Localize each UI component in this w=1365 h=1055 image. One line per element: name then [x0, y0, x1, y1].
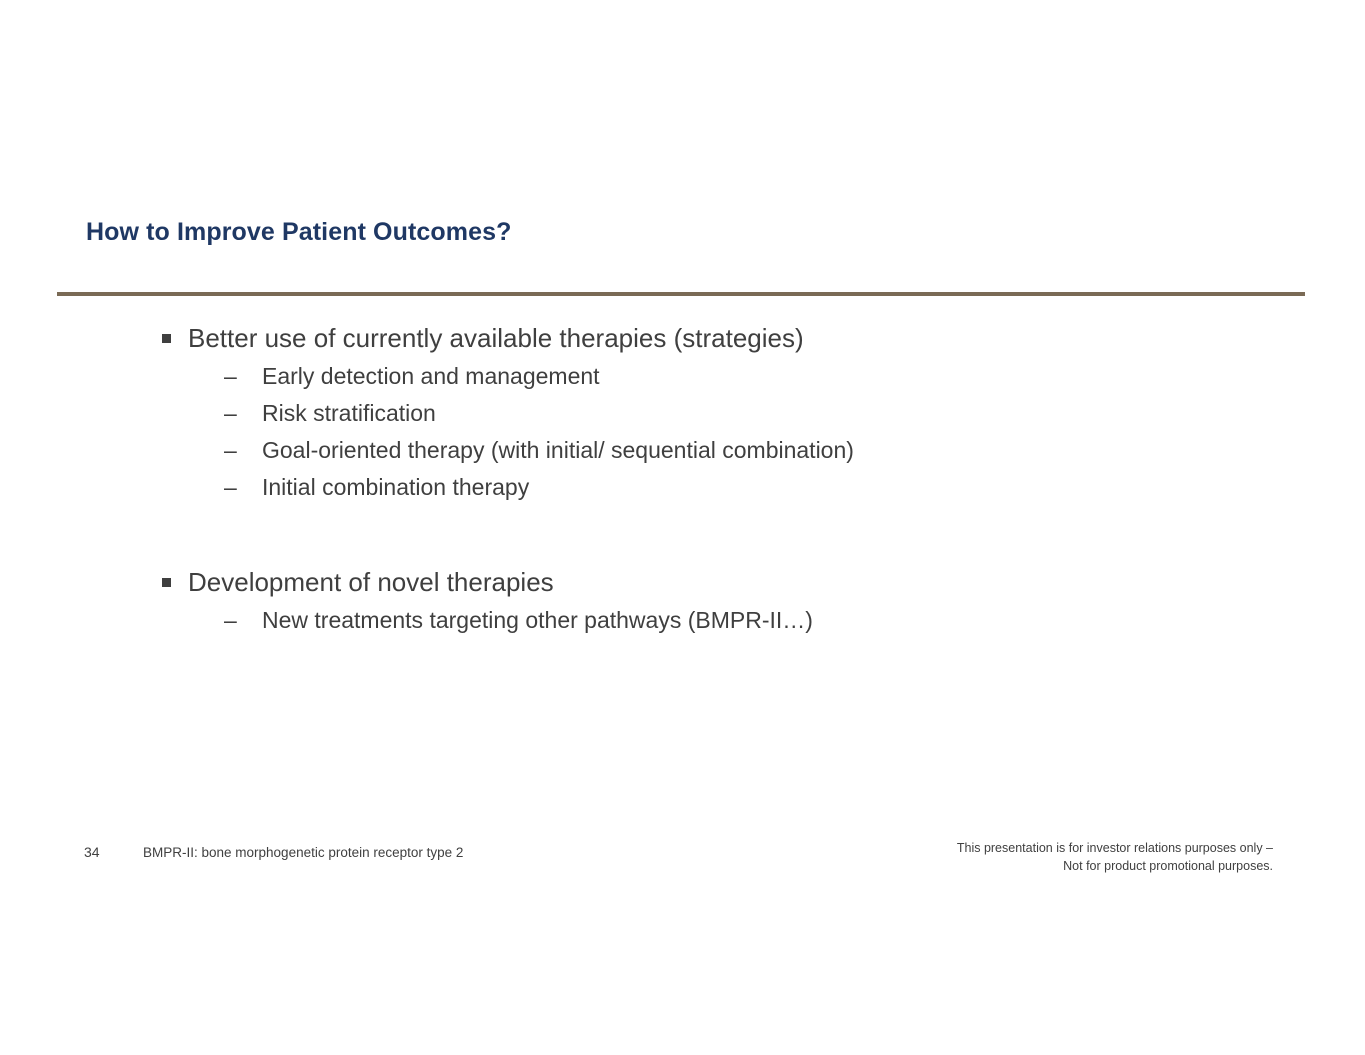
bullet-text: Risk stratification — [262, 400, 436, 426]
list-item — [150, 365, 1280, 388]
disclaimer-line-2: Not for product promotional purposes. — [1063, 859, 1273, 874]
page-title: How to Improve Patient Outcomes? — [86, 218, 512, 246]
square-bullet-icon — [162, 578, 171, 587]
page-number: 34 — [84, 844, 100, 860]
list-item — [150, 439, 1280, 462]
bullet-text: Early detection and management — [262, 363, 600, 389]
list-item — [150, 325, 1280, 351]
bullet-text: Initial combination therapy — [262, 474, 530, 500]
list-item — [150, 476, 1280, 499]
disclaimer — [957, 839, 1273, 875]
dash-bullet-icon: – — [224, 607, 237, 633]
dash-bullet-icon: – — [224, 474, 237, 500]
dash-bullet-icon: – — [224, 363, 237, 389]
title-divider — [57, 292, 1305, 296]
dash-bullet-icon: – — [224, 437, 237, 463]
bullet-text: Goal-oriented therapy (with initial/ sequential combination) — [262, 437, 854, 463]
list-item — [150, 402, 1280, 425]
bullet-text: Better use of currently available therapies (strategies) — [188, 323, 804, 353]
spacer — [150, 513, 1280, 569]
square-bullet-icon — [162, 334, 171, 343]
list-item — [150, 569, 1280, 595]
disclaimer-line-1: This presentation is for investor relations purposes only – — [956, 841, 1273, 855]
list-item — [150, 609, 1280, 632]
abbreviation-note: BMPR-II: bone morphogenetic protein receptor type 2 — [143, 845, 464, 860]
bullet-text: New treatments targeting other pathways (BMPR-II…) — [262, 607, 813, 633]
slide-body — [150, 325, 1280, 646]
dash-bullet-icon: – — [224, 400, 237, 426]
bullet-text: Development of novel therapies — [188, 567, 554, 597]
